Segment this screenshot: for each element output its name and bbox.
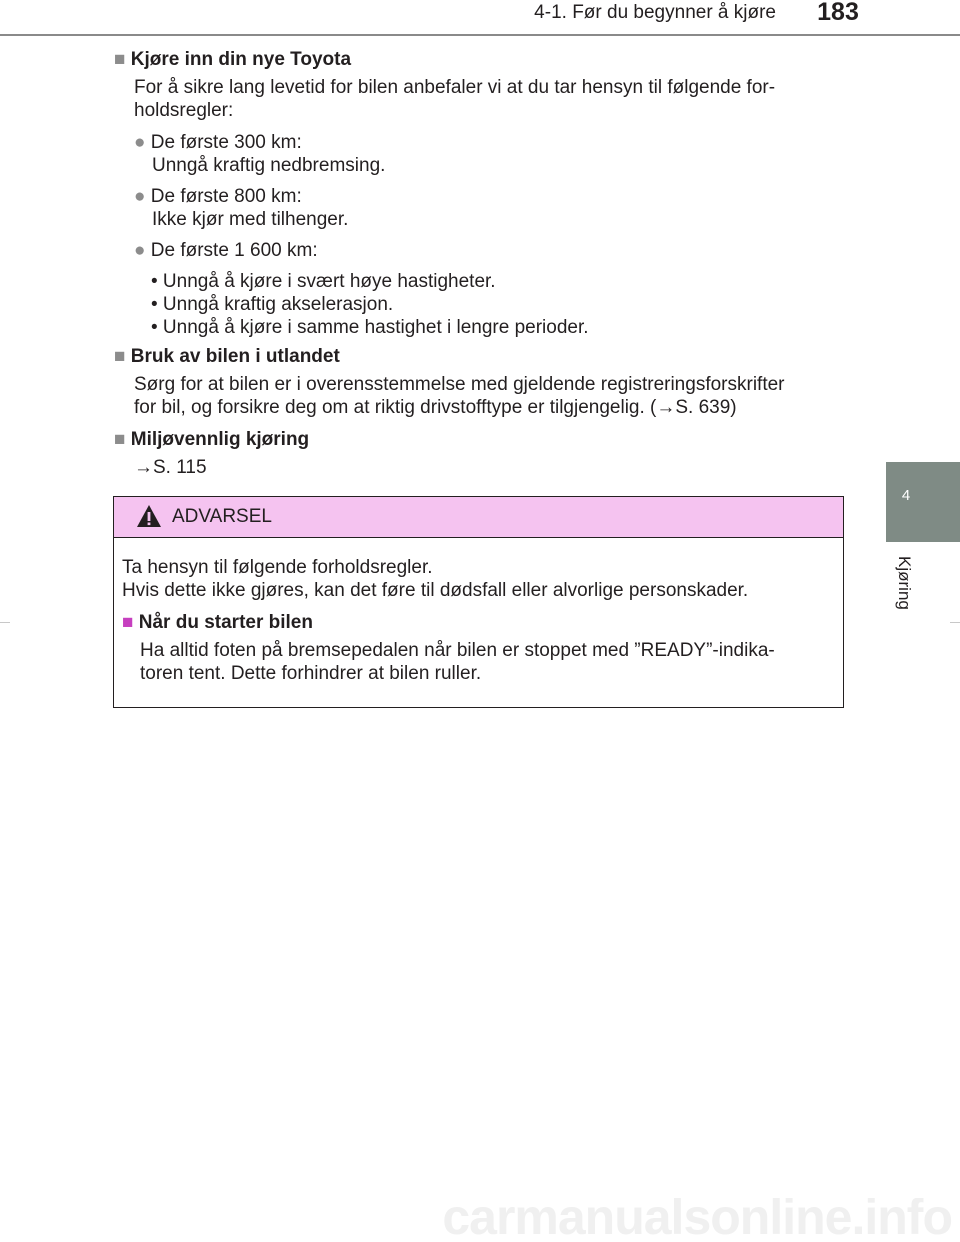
warning-line: Ta hensyn til følgende forholdsregler. <box>122 557 433 578</box>
warning-text-line: toren tent. Dette forhindrer at bilen ruller. <box>140 663 482 684</box>
sub-bullet-list <box>114 270 854 339</box>
bullet-text: Ikke kjør med tilhenger. <box>152 209 349 230</box>
section-heading <box>114 345 854 368</box>
crop-mark-left <box>0 622 10 623</box>
warning-marker: ■ <box>122 612 134 633</box>
section-marker: ■ <box>114 49 126 70</box>
warning-body <box>114 538 843 685</box>
paragraph-line: For å sikre lang levetid for bilen anbefaler vi at du tar hensyn til følgende for- <box>134 77 776 98</box>
paragraph-line: Sørg for at bilen er i overensstemmelse med gjeldende registreringsforskrifter <box>134 374 785 395</box>
paragraph <box>114 373 854 419</box>
sub-bullet: • Unngå å kjøre i svært høye hastigheter. <box>151 271 496 292</box>
paragraph-line: for bil, og forsikre deg om at riktig drivstofftype er tilgjengelig. (→S. 639) <box>134 397 737 418</box>
chapter-label: Kjøring <box>895 556 914 610</box>
warning-title: ADVARSEL <box>172 506 272 527</box>
warning-subheading-text: Når du starter bilen <box>138 612 313 633</box>
warning-triangle-icon <box>136 504 162 533</box>
watermark-text: carmanualsonline.info <box>442 1198 952 1242</box>
warning-subheading <box>122 611 835 634</box>
warning-line: Hvis dette ikke gjøres, kan det føre til dødsfall eller alvorlige personskader. <box>122 580 749 601</box>
section-heading <box>114 48 854 71</box>
section-marker: ■ <box>114 346 126 367</box>
section-heading-text: Miljøvennlig kjøring <box>130 429 310 450</box>
bullet-item <box>114 239 854 262</box>
chapter-header-title: 4-1. Før du begynner å kjøre <box>534 2 776 23</box>
section-heading <box>114 428 854 451</box>
warning-paragraph <box>122 639 835 685</box>
bullet-dot: ● <box>134 132 146 153</box>
bullet-dot: ● <box>134 186 146 207</box>
section-marker: ■ <box>114 429 126 450</box>
page-reference: →S. 115 <box>134 457 207 478</box>
warning-text-line: Ha alltid foten på bremsepedalen når bilen er stoppet med ”READY”-indika- <box>140 640 775 661</box>
sub-bullet: • Unngå å kjøre i samme hastighet i lengre perioder. <box>151 317 589 338</box>
page-number: 183 <box>817 0 859 26</box>
watermark <box>0 1198 960 1242</box>
paragraph <box>114 76 854 122</box>
bullet-dot: ● <box>134 240 146 261</box>
warning-header <box>114 497 843 538</box>
paragraph-line: holdsregler: <box>134 100 234 121</box>
main-content <box>114 48 854 479</box>
warning-box <box>113 496 844 708</box>
section-heading-text: Kjøre inn din nye Toyota <box>130 49 352 70</box>
bullet-title: De første 300 km: <box>150 132 302 153</box>
chapter-number: 4 <box>901 487 911 504</box>
crop-mark-right <box>950 622 960 623</box>
section-heading-text: Bruk av bilen i utlandet <box>130 346 340 367</box>
bullet-title: De første 800 km: <box>150 186 302 207</box>
bullet-item <box>114 185 854 231</box>
bullet-text: Unngå kraftig nedbremsing. <box>152 155 386 176</box>
bullet-title: De første 1 600 km: <box>150 240 318 261</box>
sub-bullet: • Unngå kraftig akselerasjon. <box>151 294 394 315</box>
header-rule <box>0 34 960 36</box>
bullet-item <box>114 131 854 177</box>
